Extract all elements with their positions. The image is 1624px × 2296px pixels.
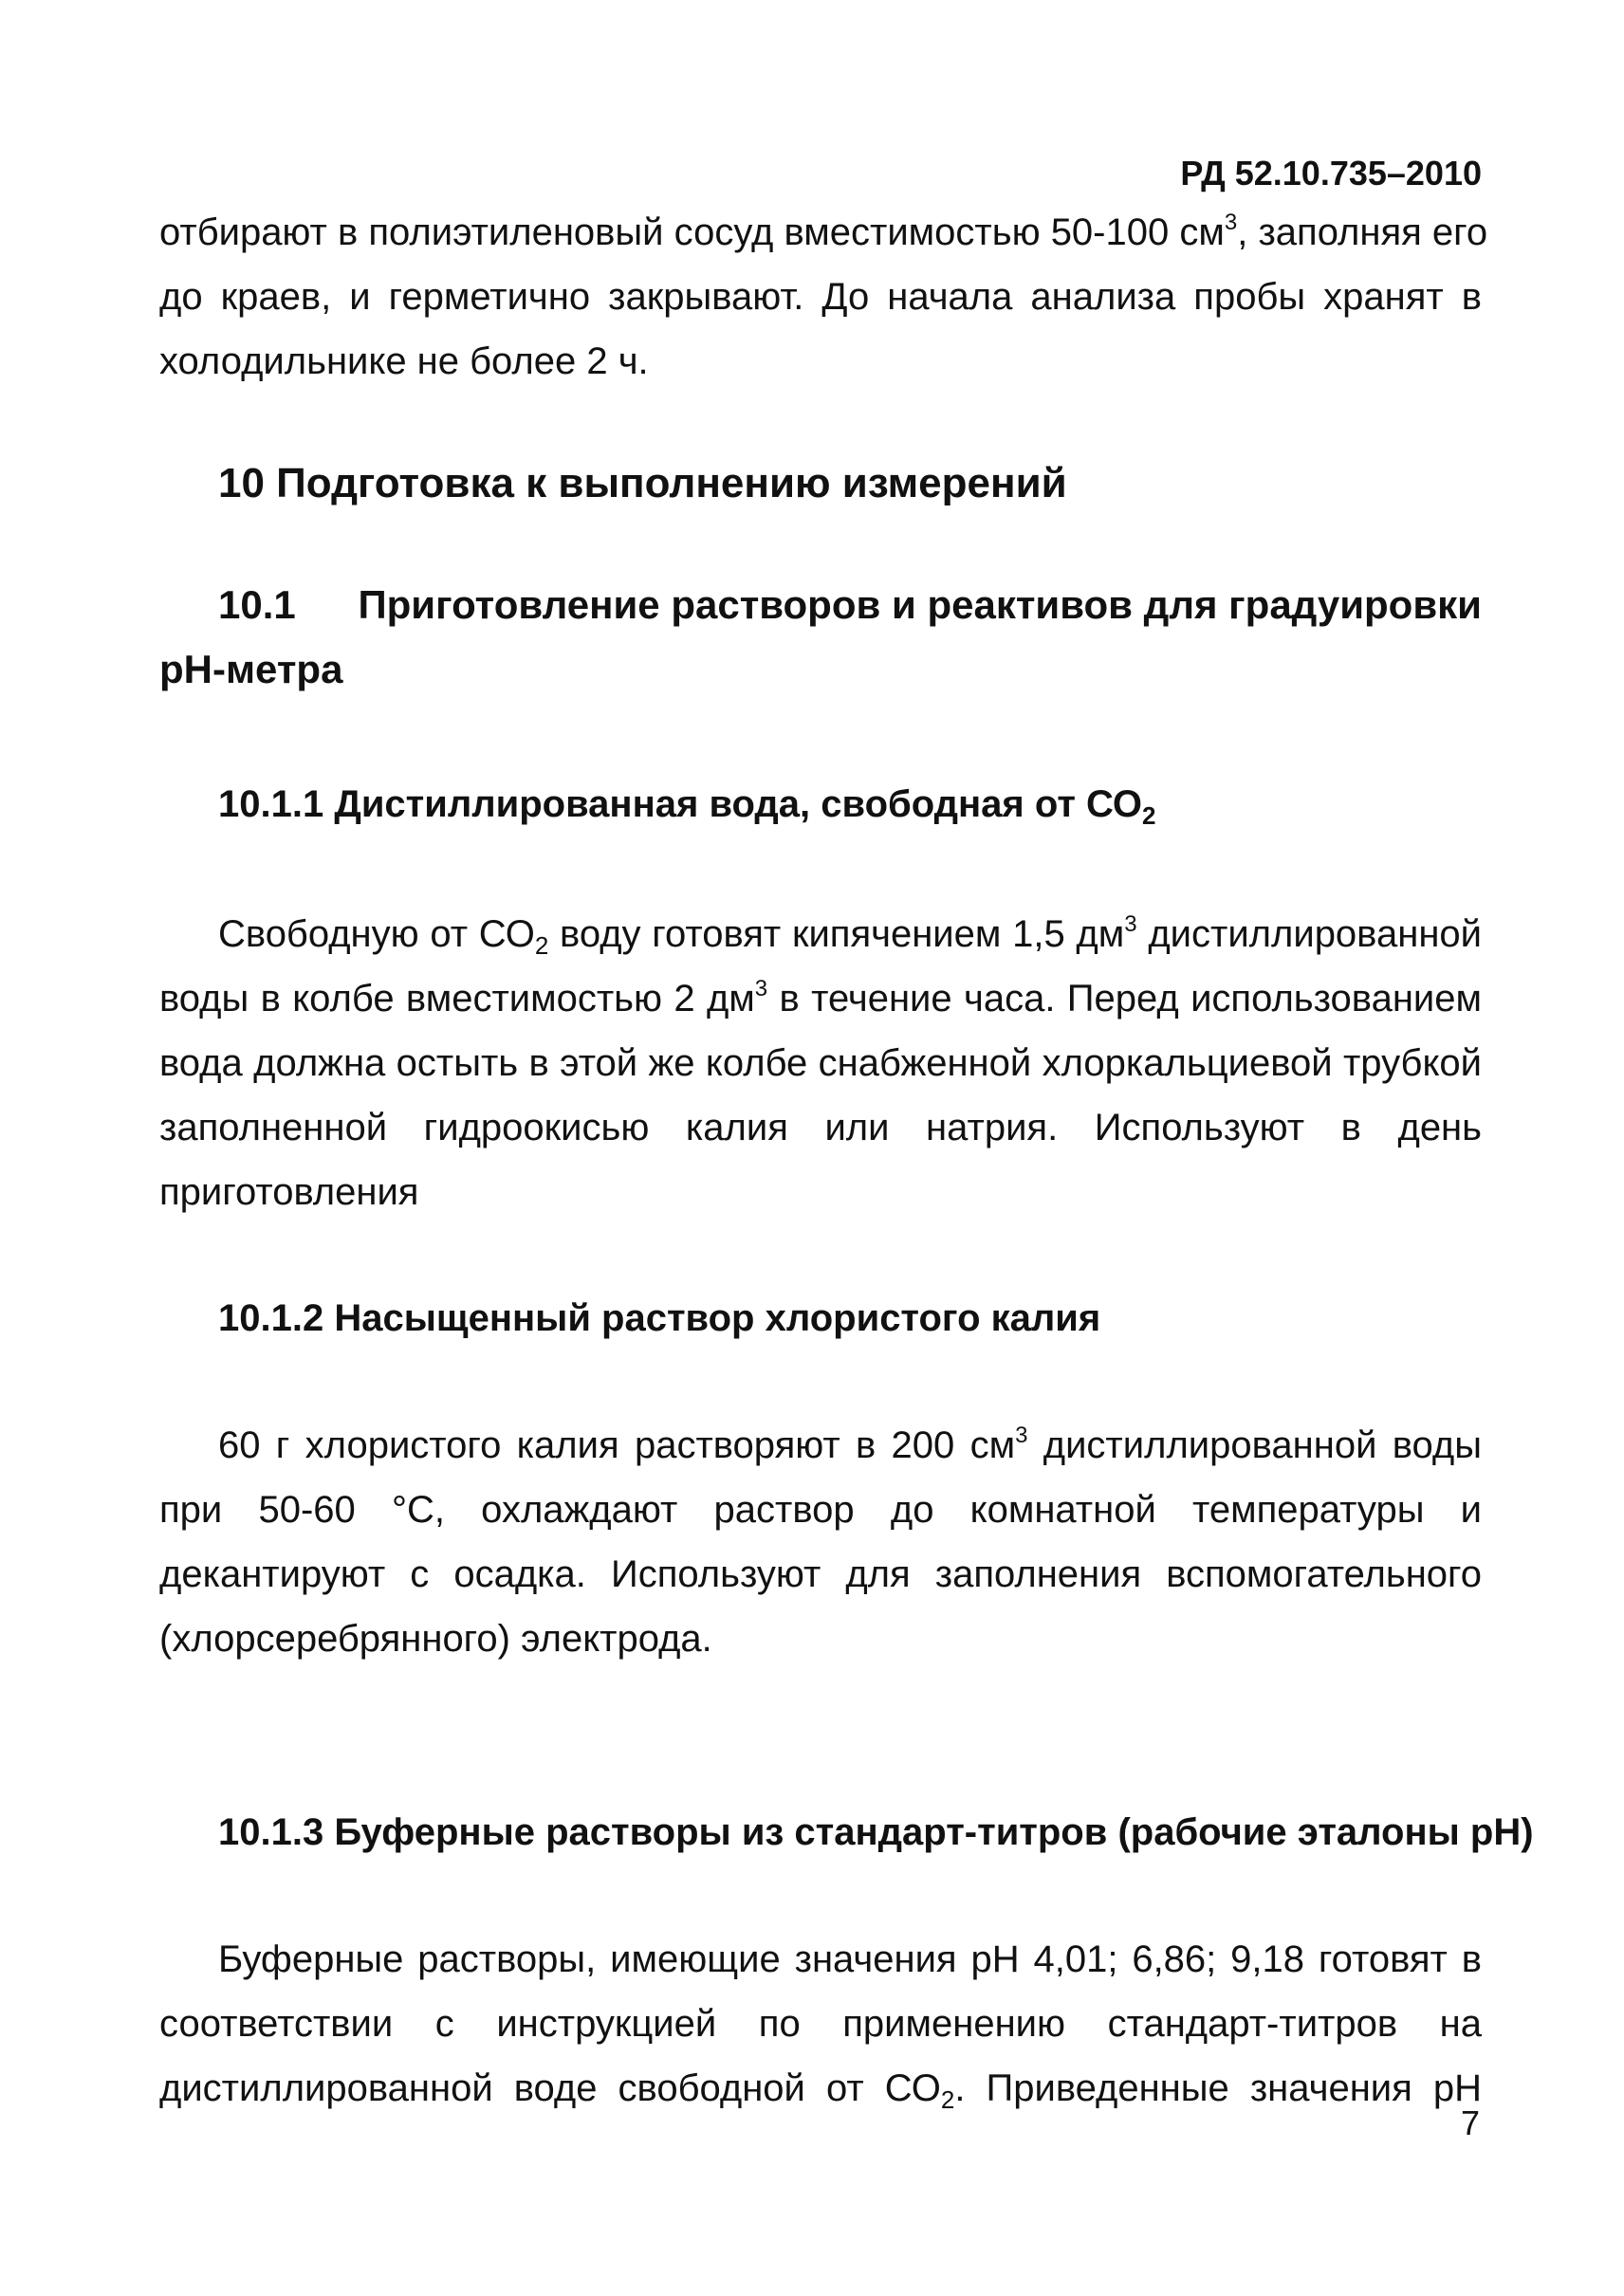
paragraph-line: до краев, и герметично закрывают. До начала анализа пробы хранят в bbox=[159, 276, 1482, 318]
section-heading-10-1-1: 10.1.1 Дистиллированная вода, свободная от $СО_2$ bbox=[218, 783, 1156, 830]
paragraph-line: при 50-60 °С, охлаждают раствор до комнатной температуры и bbox=[159, 1489, 1482, 1531]
paragraph-line: (хлорсеребрянного) электрода. bbox=[159, 1618, 712, 1660]
paragraph-line: дистиллированной воде свободной от $СО_2$. Приведенные значения рН bbox=[159, 2067, 1482, 2114]
section-heading-10-1: Приготовление растворов и реактивов для градуировки bbox=[358, 582, 1482, 627]
paragraph-line: Свободную от $СО_2$ воду готовят кипячением 1,5 $дм^3$ дистиллированной bbox=[218, 911, 1482, 960]
paragraph-line: соответствии с инструкцией по применению стандарт-титров на bbox=[159, 2003, 1482, 2045]
paragraph-line: Буферные растворы, имеющие значения рН 4,01; 6,86; 9,18 готовят в bbox=[218, 1938, 1482, 1980]
section-heading-10-1-2: 10.1.2 Насыщенный раствор хлористого калия bbox=[218, 1297, 1101, 1339]
paragraph-line: холодильнике не более 2 ч. bbox=[159, 340, 649, 382]
paragraph-line: заполненной гидроокисью калия или натрия. Используют в день bbox=[159, 1107, 1482, 1148]
paragraph-line: приготовления bbox=[159, 1171, 419, 1213]
page-number: 7 bbox=[1460, 2103, 1480, 2142]
section-heading-10-1-cont: pH-метра bbox=[159, 647, 343, 691]
document-number: РД 52.10.735–2010 bbox=[1180, 154, 1482, 193]
section-heading-10: 10 Подготовка к выполнению измерений bbox=[218, 460, 1067, 506]
section-heading-10-1-3: 10.1.3 Буферные растворы из стандарт-титров (рабочие эталоны рН) bbox=[218, 1811, 1534, 1853]
paragraph-line: вода должна остыть в этой же колбе снабженной хлоркальциевой трубкой bbox=[159, 1042, 1482, 1084]
paragraph-line: декантируют с осадка. Используют для заполнения вспомогательного bbox=[159, 1553, 1482, 1595]
paragraph-line: отбирают в полиэтиленовый сосуд вместимостью 50-100 $см^3$, заполняя его bbox=[159, 210, 1488, 253]
section-number-10-1: 10.1 bbox=[218, 582, 296, 627]
paragraph-line: 60 г хлористого калия растворяют в 200 $см^3$ дистиллированной воды bbox=[218, 1423, 1482, 1466]
paragraph-line: воды в колбе вместимостью 2 $дм^3$ в течение часа. Перед использованием bbox=[159, 976, 1482, 1019]
